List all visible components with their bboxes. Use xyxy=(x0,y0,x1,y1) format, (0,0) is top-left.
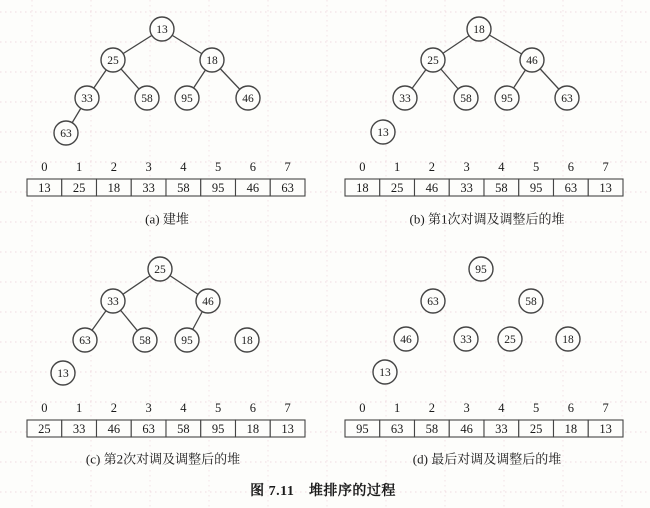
tree-node-value: 18 xyxy=(241,335,253,347)
array-cell-value: 95 xyxy=(211,181,225,195)
array-index-label: 6 xyxy=(249,160,256,174)
tree-node-value: 25 xyxy=(427,55,439,67)
array-cell-value: 58 xyxy=(425,422,439,436)
array-cell-value: 18 xyxy=(564,422,578,436)
array-cell-value: 25 xyxy=(390,181,404,195)
tree-node-value: 25 xyxy=(107,55,119,67)
array-index-label: 7 xyxy=(284,160,291,174)
array-cell-value: 46 xyxy=(246,181,260,195)
tree-node-value: 13 xyxy=(156,24,168,36)
array-cell-value: 25 xyxy=(38,422,51,436)
array-cell-value: 18 xyxy=(356,181,369,195)
array-index-label: 3 xyxy=(145,160,152,174)
tree-node-value: 33 xyxy=(107,296,119,308)
array-cell-value: 95 xyxy=(356,422,369,436)
array-cell-value: 58 xyxy=(177,181,190,195)
array-cell-value: 63 xyxy=(390,422,404,436)
tree-node-value: 95 xyxy=(181,93,193,105)
array-index-label: 4 xyxy=(180,401,187,415)
tree-node-value: 18 xyxy=(206,55,218,67)
panel-caption-d: (d) 最后对调及调整后的堆 xyxy=(412,451,562,467)
panel-caption-a: (a) 建堆 xyxy=(145,211,189,227)
array-cell-value: 33 xyxy=(142,181,155,195)
array-index-label: 4 xyxy=(498,401,505,415)
array-index-label: 6 xyxy=(567,160,574,174)
array-cell-value: 95 xyxy=(529,181,543,195)
array-index-label: 1 xyxy=(76,160,83,174)
array-index-label: 5 xyxy=(215,401,222,415)
array-index-label: 6 xyxy=(567,401,574,415)
array-cell-value: 63 xyxy=(564,181,578,195)
tree-node-value: 46 xyxy=(526,55,538,67)
tree-node-value: 46 xyxy=(400,334,412,346)
array-cell-value: 58 xyxy=(177,422,190,436)
array-cell-value: 95 xyxy=(211,422,225,436)
array-cell-value: 18 xyxy=(107,181,121,195)
panel-caption-c: (c) 第2次对调及调整后的堆 xyxy=(85,451,241,467)
tree-node-value: 63 xyxy=(60,128,72,140)
array-cell-value: 46 xyxy=(107,422,121,436)
tree-node-value: 18 xyxy=(562,334,574,346)
tree-node-value: 95 xyxy=(501,93,513,105)
array-index-label: 3 xyxy=(463,160,470,174)
tree-node-value: 13 xyxy=(57,368,69,380)
array-cell-value: 13 xyxy=(281,422,294,436)
tree-node-value: 63 xyxy=(561,93,573,105)
array-cell-value: 25 xyxy=(72,181,86,195)
tree-node-value: 58 xyxy=(525,296,537,308)
heap-panel-a xyxy=(27,17,305,196)
array-cell-value: 18 xyxy=(246,422,260,436)
tree-node-value: 58 xyxy=(139,335,151,347)
array-index-label: 5 xyxy=(533,160,540,174)
array-index-label: 2 xyxy=(428,160,435,174)
array-cell-value: 13 xyxy=(599,422,612,436)
array-index-label: 2 xyxy=(110,401,117,415)
array-index-label: 0 xyxy=(41,401,48,415)
tree-node-value: 25 xyxy=(154,264,166,276)
array-index-label: 7 xyxy=(602,160,609,174)
tree-node-value: 46 xyxy=(202,296,214,308)
tree-node-value: 13 xyxy=(379,367,391,379)
tree-node-value: 13 xyxy=(377,127,389,139)
array-cell-value: 46 xyxy=(425,181,439,195)
tree-node-value: 63 xyxy=(427,296,439,308)
array-index-label: 7 xyxy=(602,401,609,415)
tree-node-value: 46 xyxy=(242,93,254,105)
array-cell-value: 25 xyxy=(529,422,543,436)
array-index-label: 0 xyxy=(41,160,48,174)
array-index-label: 1 xyxy=(394,160,401,174)
array-index-label: 0 xyxy=(359,401,366,415)
array-cell-value: 33 xyxy=(495,422,508,436)
tree-node-value: 58 xyxy=(141,93,153,105)
array-index-label: 6 xyxy=(249,401,256,415)
tree-node-value: 33 xyxy=(460,334,472,346)
tree-node-value: 95 xyxy=(475,264,487,276)
panel-caption-b: (b) 第1次对调及调整后的堆 xyxy=(409,211,565,227)
tree-node-value: 18 xyxy=(473,24,485,36)
tree-node-value: 33 xyxy=(399,93,411,105)
tree-node-value: 63 xyxy=(79,335,91,347)
tree-node-value: 25 xyxy=(504,334,516,346)
tree-node-value: 33 xyxy=(81,93,93,105)
heap-panel-b xyxy=(345,17,623,196)
array-cell-value: 63 xyxy=(281,181,294,195)
array-cell-value: 46 xyxy=(460,422,473,436)
array-index-label: 3 xyxy=(145,401,152,415)
array-cell-value: 13 xyxy=(599,181,612,195)
heap-panel-c xyxy=(27,257,305,437)
array-index-label: 2 xyxy=(110,160,117,174)
array-index-label: 5 xyxy=(533,401,540,415)
array-index-label: 1 xyxy=(76,401,83,415)
tree-node-value: 58 xyxy=(460,93,472,105)
array-cell-value: 13 xyxy=(38,181,51,195)
heap-panel-d xyxy=(345,257,623,437)
figure-caption: 图 7.11 堆排序的过程 xyxy=(250,484,396,499)
array-index-label: 0 xyxy=(359,160,366,174)
array-index-label: 2 xyxy=(428,401,435,415)
tree-node-value: 95 xyxy=(181,335,193,347)
array-index-label: 7 xyxy=(284,401,291,415)
array-index-label: 5 xyxy=(215,160,222,174)
array-index-label: 3 xyxy=(463,401,470,415)
array-cell-value: 33 xyxy=(460,181,473,195)
array-cell-value: 63 xyxy=(142,422,155,436)
array-index-label: 4 xyxy=(498,160,505,174)
array-index-label: 1 xyxy=(394,401,401,415)
array-cell-value: 33 xyxy=(72,422,86,436)
array-index-label: 4 xyxy=(180,160,187,174)
array-cell-value: 58 xyxy=(495,181,508,195)
